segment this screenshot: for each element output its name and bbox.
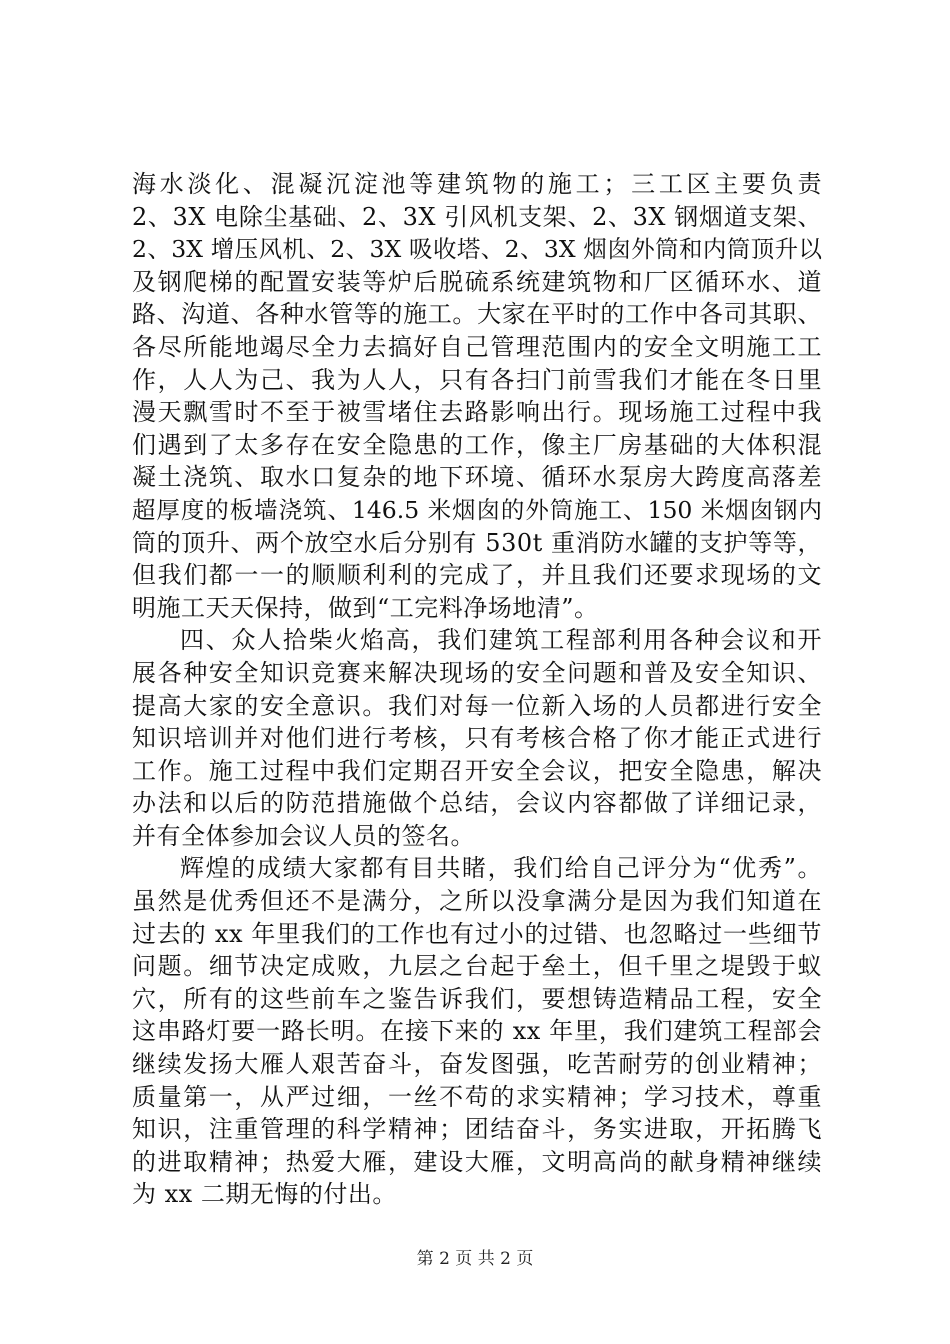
text-line: 知识培训并对他们进行考核，只有考核合格了你才能正式进行 <box>132 724 822 753</box>
text-line: 问题。细节决定成败，九层之台起于垒土，但千里之堤毁于蚁 <box>132 952 822 981</box>
text-line: 知识，注重管理的科学精神；团结奋斗，务实进取，开拓腾飞 <box>132 1115 822 1144</box>
text-line: 展各种安全知识竞赛来解决现场的安全问题和普及安全知识、 <box>132 658 822 687</box>
text-line: 过去的 xx 年里我们的工作也有过小的过错、也忽略过一些细节 <box>132 919 822 948</box>
text-line: 虽然是优秀但还不是满分，之所以没拿满分是因为我们知道在 <box>132 887 822 916</box>
paragraph-end-line: 为 xx 二期无悔的付出。 <box>132 1180 397 1209</box>
text-line: 提高大家的安全意识。我们对每一位新入场的人员都进行安全 <box>132 691 822 720</box>
text-line: 们遇到了太多存在安全隐患的工作，像主厂房基础的大体积混 <box>132 430 822 459</box>
text-line: 路、沟道、各种水管等的施工。大家在平时的工作中各司其职、 <box>132 300 822 329</box>
text-line: 但我们都一一的顺顺利利的完成了，并且我们还要求现场的文 <box>132 561 822 590</box>
document-body <box>132 168 822 1211</box>
text-line: 穴，所有的这些前车之鉴告诉我们，要想铸造精品工程，安全 <box>132 984 822 1013</box>
text-line: 2、3X 电除尘基础、2、3X 引风机支架、2、3X 钢烟道支架、 <box>132 202 822 231</box>
text-line: 漫天飘雪时不至于被雪堵住去路影响出行。现场施工过程中我 <box>132 398 822 427</box>
text-line: 筒的顶升、两个放空水后分别有 530t 重消防水罐的支护等等， <box>132 528 822 557</box>
text-line: 这串路灯要一路长明。在接下来的 xx 年里，我们建筑工程部会 <box>132 1017 822 1046</box>
text-line: 超厚度的板墙浇筑、146.5 米烟囱的外筒施工、150 米烟囱钢内 <box>132 495 822 524</box>
text-line: 质量第一，从严过细，一丝不苟的求实精神；学习技术，尊重 <box>132 1082 822 1111</box>
text-line: 继续发扬大雁人艰苦奋斗，奋发图强，吃苦耐劳的创业精神； <box>132 1050 822 1079</box>
text-line: 及钢爬梯的配置安装等炉后脱硫系统建筑物和厂区循环水、道 <box>132 267 822 296</box>
text-line: 的进取精神；热爱大雁，建设大雁，文明高尚的献身精神继续 <box>132 1147 822 1176</box>
text-line: 凝土浇筑、取水口复杂的地下环境、循环水泵房大跨度高落差 <box>132 463 822 492</box>
text-line: 2、3X 增压风机、2、3X 吸收塔、2、3X 烟囱外筒和内筒顶升以 <box>132 235 822 264</box>
text-line: 各尽所能地竭尽全力去搞好自己管理范围内的安全文明施工工 <box>132 332 822 361</box>
text-line: 办法和以后的防范措施做个总结，会议内容都做了详细记录， <box>132 789 822 818</box>
paragraph-end-line: 并有全体参加会议人员的签名。 <box>132 821 475 850</box>
text-line: 海水淡化、混凝沉淀池等建筑物的施工；三工区主要负责 <box>132 170 822 198</box>
text-line: 工作。施工过程中我们定期召开安全会议，把安全隐患，解决 <box>132 756 822 785</box>
paragraph-start-line: 四、众人拾柴火焰高，我们建筑工程部利用各种会议和开 <box>180 626 822 655</box>
page-number-footer: 第 2 页 共 2 页 <box>416 1249 534 1269</box>
text-line: 作，人人为己、我为人人，只有各扫门前雪我们才能在冬日里 <box>132 365 822 394</box>
paragraph-end-line: 明施工天天保持，做到“工完料净场地清”。 <box>132 593 599 622</box>
paragraph-start-line: 辉煌的成绩大家都有目共睹，我们给自己评分为“优秀”。 <box>180 854 822 883</box>
